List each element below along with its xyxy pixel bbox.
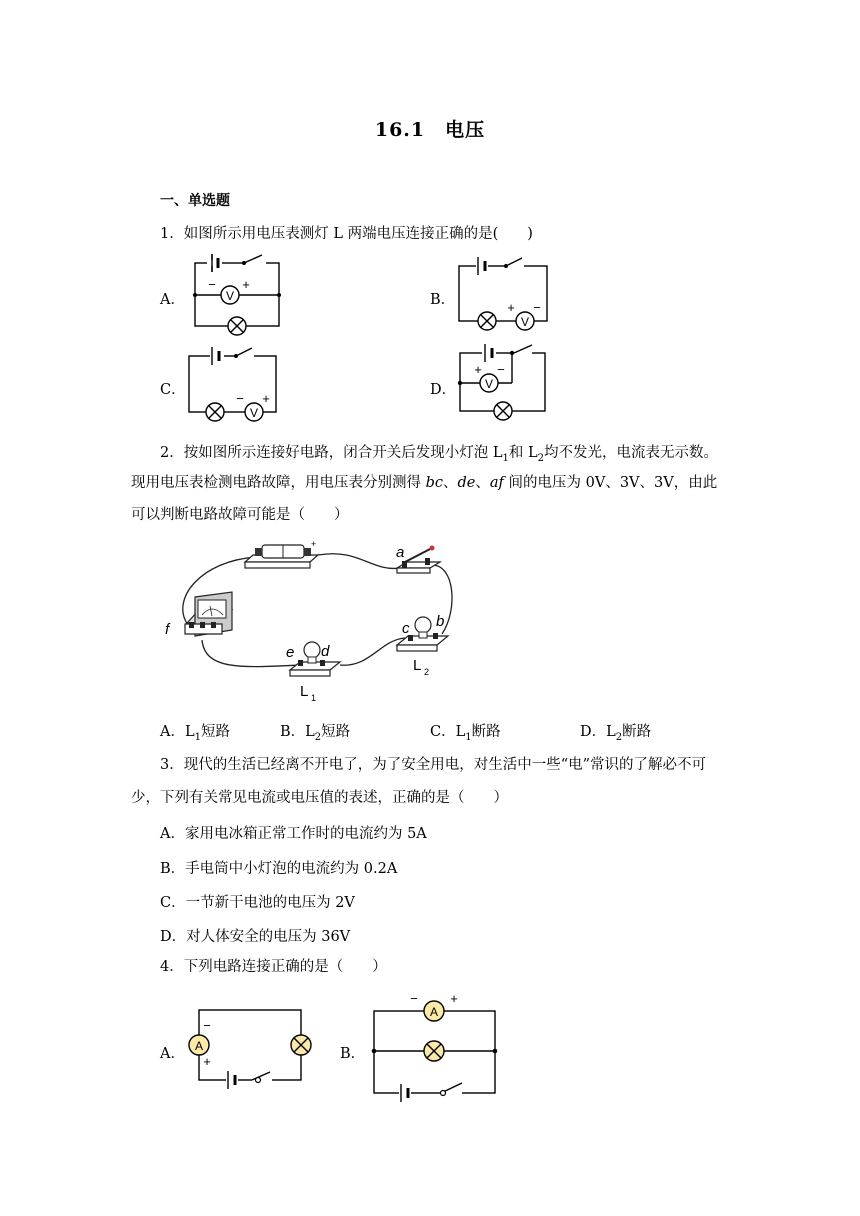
question-2-line-3: 可以判断电路故障可能是（ ） <box>131 507 349 523</box>
page-title: 16.1 电压 <box>374 119 486 141</box>
svg-text:2: 2 <box>424 667 430 677</box>
q4-option-b-label: B． <box>340 1046 366 1062</box>
svg-text:b: b <box>436 613 445 630</box>
svg-text:e: e <box>286 644 295 661</box>
lamp-icon <box>424 1041 444 1061</box>
svg-text:+: + <box>203 1054 211 1069</box>
section-heading: 一、单选题 <box>160 193 230 209</box>
svg-text:L: L <box>413 657 422 674</box>
svg-text:+: + <box>242 277 250 292</box>
question-1-stem: 1．如图所示用电压表测灯 L 两端电压连接正确的是( ) <box>160 226 533 242</box>
switch-icon <box>440 1083 462 1097</box>
svg-text:L: L <box>300 683 309 700</box>
q2-option-d: D．$L_2$断路 <box>580 724 652 743</box>
q1-option-b-label: B． <box>430 292 456 308</box>
svg-text:+: + <box>450 991 458 1006</box>
svg-text:f: f <box>165 621 170 638</box>
svg-text:a: a <box>396 544 405 561</box>
question-2-line-2: 现用电压表检测电路故障，用电压表分别测得 bc、de、af 间的电压为 0V、3V、3V，由此 <box>131 475 718 491</box>
svg-text:A: A <box>194 1039 204 1053</box>
q2-option-b: B．$L_2$短路 <box>280 724 351 743</box>
ammeter-icon <box>424 1001 444 1021</box>
q3-option-a: A．家用电冰箱正常工作时的电流约为 5A <box>160 826 427 842</box>
q3-option-d: D．对人体安全的电压为 36V <box>160 929 351 945</box>
svg-text:+: + <box>311 539 317 549</box>
svg-text:+: + <box>474 362 482 377</box>
svg-text:−: − <box>497 362 505 377</box>
q2-option-a: A．$L_1$短路 <box>160 724 230 743</box>
svg-text:A: A <box>429 1005 439 1019</box>
svg-text:d: d <box>321 643 330 660</box>
question-2-line-1: 2．按如图所示连接好电路，闭合开关后发现小灯泡 $L_1$和 $L_2$均不发光，电流表无示数。 <box>160 445 718 464</box>
q2-option-c: C．$L_1$断路 <box>430 724 501 743</box>
svg-text:V: V <box>520 315 530 329</box>
svg-text:−: − <box>236 391 244 406</box>
svg-text:−: − <box>533 300 541 315</box>
svg-text:c: c <box>402 620 410 637</box>
q3-option-b: B．手电筒中小灯泡的电流约为 0.2A <box>160 861 398 877</box>
svg-text:1: 1 <box>311 693 317 703</box>
q1-option-a-label: A． <box>160 292 185 308</box>
question-4-stem: 4．下列电路连接正确的是（ ） <box>160 959 387 975</box>
svg-text:+: + <box>262 391 270 406</box>
svg-text:−: − <box>203 1018 211 1033</box>
svg-text:+: + <box>507 300 515 315</box>
svg-text:−: − <box>208 277 216 292</box>
question-3-line-1: 3．现代的生活已经离不开电了，为了安全用电，对生活中一些“电”常识的了解必不可 <box>160 757 707 773</box>
q1-option-c-label: C． <box>160 382 186 398</box>
svg-text:−: − <box>410 991 418 1006</box>
question-3-line-2: 少，下列有关常见电流或电压值的表述，正确的是（ ） <box>131 790 508 806</box>
svg-text:V: V <box>225 289 235 303</box>
svg-text:V: V <box>484 377 494 391</box>
q1-option-d-label: D． <box>430 382 457 398</box>
q4-option-a-label: A． <box>160 1046 185 1062</box>
battery-icon <box>399 1084 411 1102</box>
q3-option-c: C．一节新干电池的电压为 2V <box>160 895 355 911</box>
svg-text:V: V <box>249 406 259 420</box>
